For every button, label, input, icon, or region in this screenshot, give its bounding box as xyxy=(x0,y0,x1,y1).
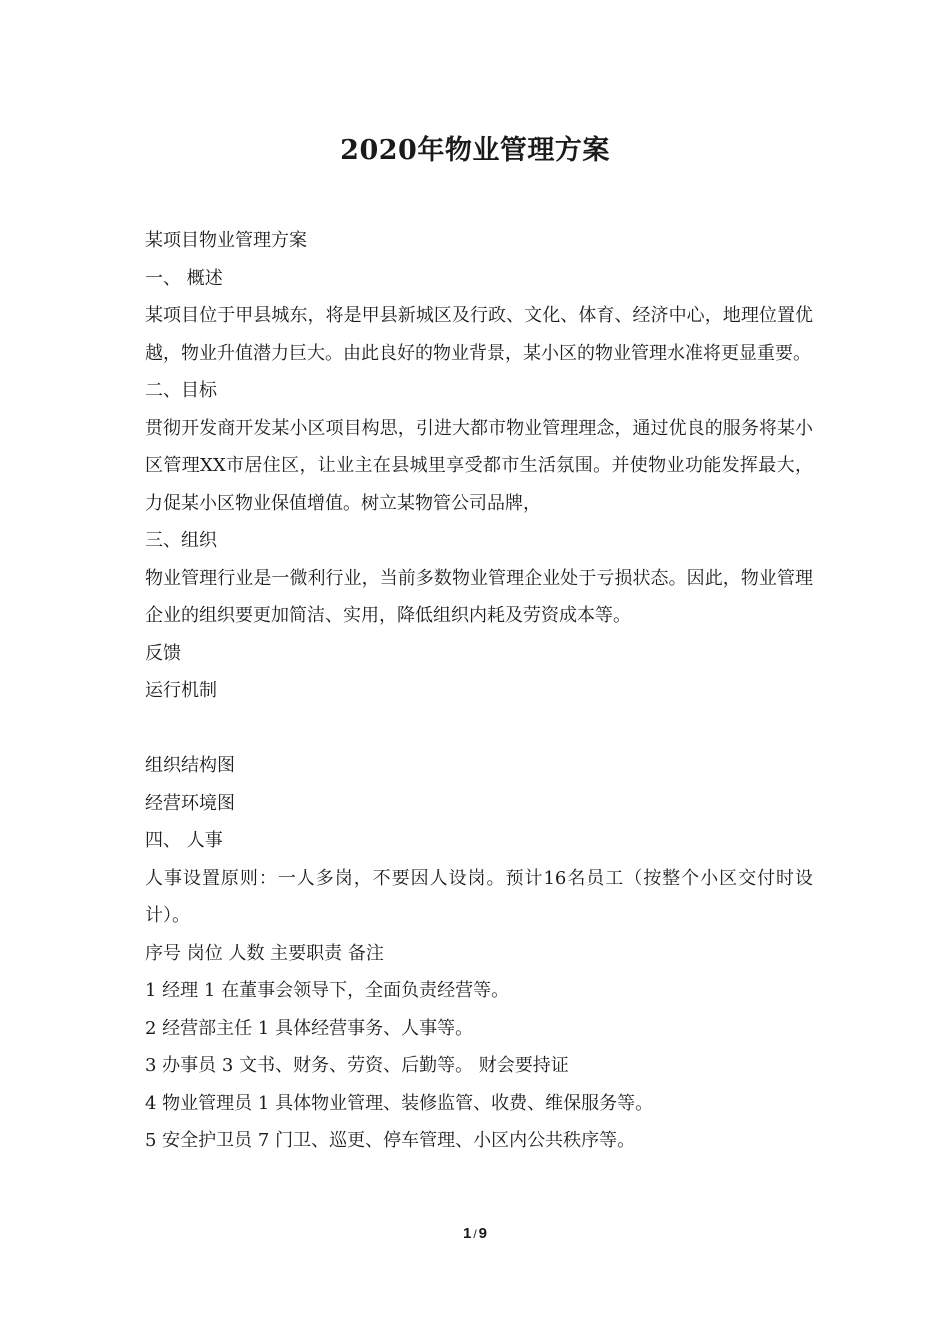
page-current: 1 xyxy=(462,1225,472,1242)
personnel-paragraph: 人事设置原则：一人多岗，不要因人设岗。预计16名员工（按整个小区交付时设计）。 xyxy=(145,867,813,926)
page-total: 9 xyxy=(478,1225,488,1242)
section-heading-organization: 三、组织 xyxy=(145,530,217,551)
blank-line xyxy=(145,710,813,748)
staff-row: 1 经理 1 在董事会领导下，全面负责经营等。 xyxy=(145,980,510,1001)
staff-row: 4 物业管理员 1 具体物业管理、装修监管、收费、维保服务等。 xyxy=(145,1092,654,1114)
mechanism-label: 运行机制 xyxy=(145,680,217,701)
document-title: 2020年物业管理方案 xyxy=(340,135,610,166)
environment-chart-label: 经营环境图 xyxy=(145,792,235,814)
organization-paragraph: 物业管理行业是一微利行业，当前多数物业管理企业处于亏损状态。因此，物业管理企业的组织要更加简洁、实用，降低组织内耗及劳资成本等。 xyxy=(145,567,813,626)
org-chart-label: 组织结构图 xyxy=(145,755,235,776)
subtitle-paragraph: 某项目物业管理方案 xyxy=(145,230,307,251)
section-heading-overview: 一、 概述 xyxy=(145,267,223,289)
staff-row: 3 办事员 3 文书、财务、劳资、后勤等。 财会要持证 xyxy=(145,1055,569,1076)
page-separator: / xyxy=(473,1227,477,1241)
staff-row: 2 经营部主任 1 具体经营事务、人事等。 xyxy=(145,1017,474,1039)
section-heading-goal: 二、目标 xyxy=(145,380,217,401)
goal-paragraph: 贯彻开发商开发某小区项目构思，引进大都市物业管理理念，通过优良的服务将某小区管理XX市居住区，让业主在县城里享受都市生活氛围。并使物业功能发挥最大，力促某小区物业保值增值。树立某物管公司品牌， xyxy=(145,417,813,514)
overview-paragraph: 某项目位于甲县城东，将是甲县新城区及行政、文化、体育、经济中心，地理位置优越，物业升值潜力巨大。由此良好的物业背景，某小区的物业管理水准将更显重要。 xyxy=(145,305,813,364)
staff-row: 5 安全护卫员 7 门卫、巡更、停车管理、小区内公共秩序等。 xyxy=(145,1130,636,1151)
section-heading-personnel: 四、 人事 xyxy=(145,830,223,851)
page-number xyxy=(0,1225,950,1242)
feedback-label: 反馈 xyxy=(145,642,181,664)
document-body xyxy=(145,222,813,1160)
staff-table-header: 序号 岗位 人数 主要职责 备注 xyxy=(145,942,384,964)
